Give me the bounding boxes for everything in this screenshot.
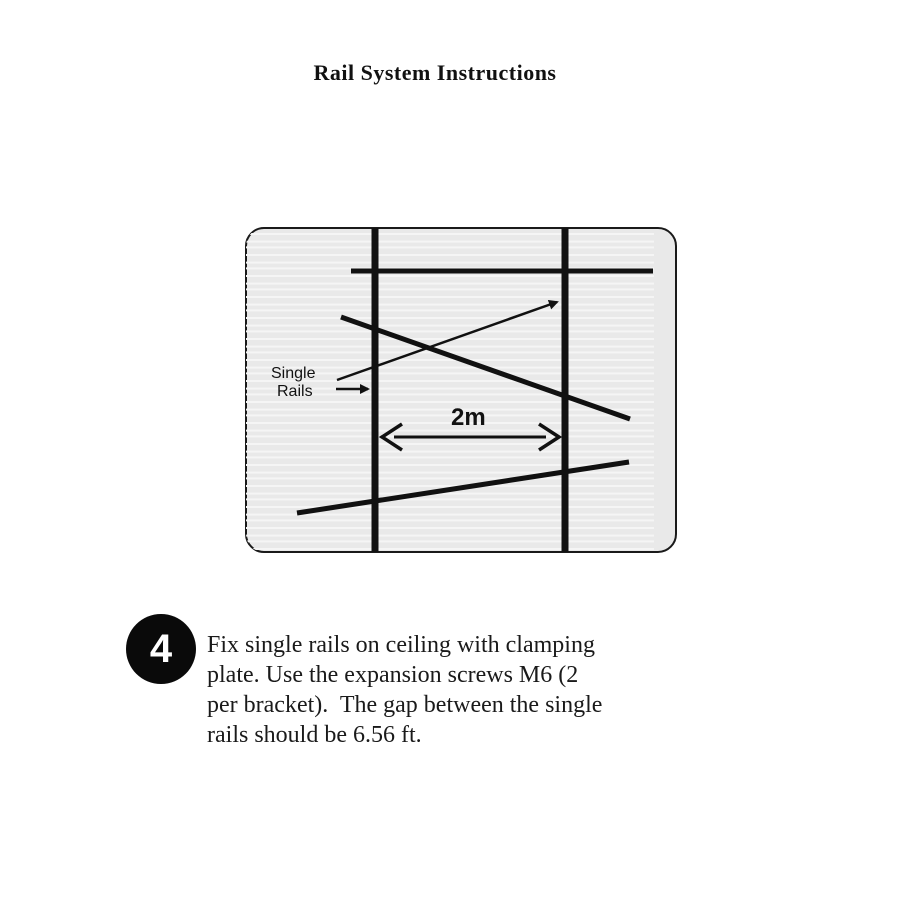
texture-streak [246,514,654,515]
single-rails-label-line1: Single [271,365,316,382]
texture-streak [246,331,654,332]
texture-streak [246,541,654,542]
rail-diagram [244,226,678,554]
texture-streak [246,325,654,326]
texture-streak [246,409,654,410]
texture-streak [246,451,654,452]
rail-diagram-svg [244,226,678,554]
texture-streak [246,493,654,494]
step-instruction-line: plate. Use the expansion screws M6 (2 [207,662,579,688]
texture-streak [246,478,654,479]
texture-streak [246,535,654,536]
texture-streak [246,457,654,458]
texture-streak [246,304,654,305]
single-rails-label-line2: Rails [277,383,313,400]
step-instruction [207,630,707,750]
texture-streak [246,247,654,248]
texture-streak [246,346,654,347]
texture-streak [246,262,654,263]
step-instruction-line: per bracket). The gap between the single [207,692,603,718]
step-instruction-line: Fix single rails on ceiling with clamping [207,632,595,658]
texture-streak [246,241,654,242]
texture-streak [246,472,654,473]
texture-streak [246,499,654,500]
texture-streak [246,289,654,290]
step-number-badge: 4 [126,614,196,684]
page-title: Rail System Instructions [313,60,557,85]
texture-streak [246,430,654,431]
texture-streak [246,310,654,311]
dimension-label: 2m [451,404,486,431]
texture-streak [246,415,654,416]
texture-streak [246,520,654,521]
step-instruction-line: rails should be 6.56 ft. [207,722,422,748]
texture-streak [246,283,654,284]
